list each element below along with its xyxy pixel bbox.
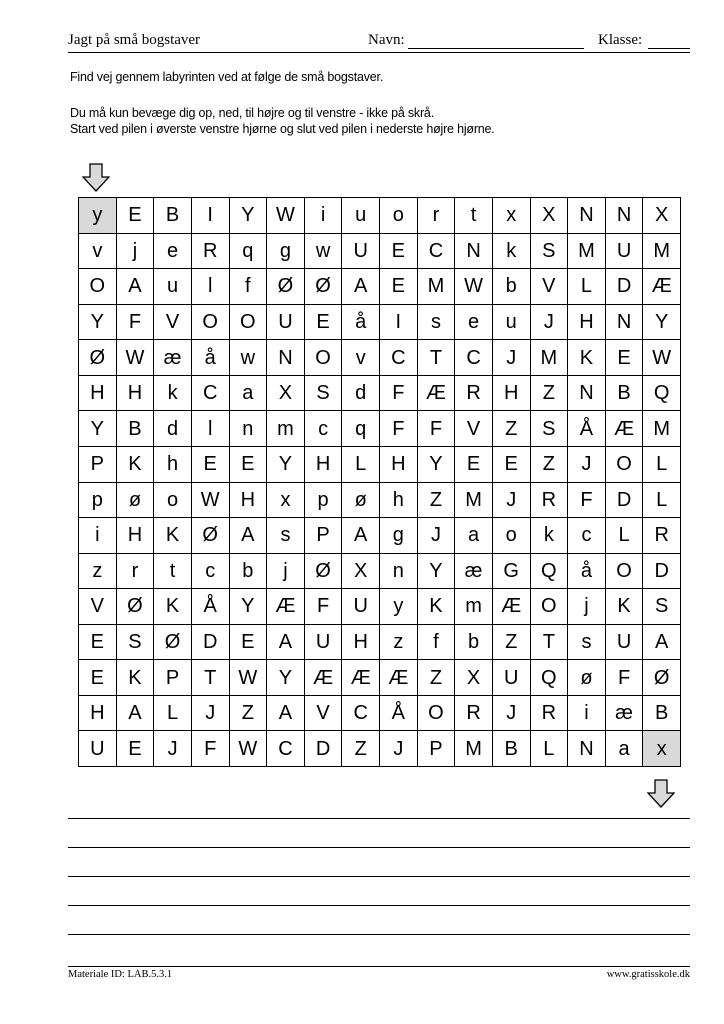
- maze-cell[interactable]: O: [605, 553, 643, 589]
- maze-cell[interactable]: R: [530, 695, 568, 731]
- maze-cell[interactable]: E: [79, 660, 117, 696]
- maze-cell[interactable]: J: [380, 731, 418, 767]
- maze-cell[interactable]: Y: [267, 660, 305, 696]
- maze-cell[interactable]: æ: [154, 340, 192, 376]
- maze-cell[interactable]: K: [154, 518, 192, 554]
- start-down-arrow-icon: [82, 163, 110, 193]
- maze-cell[interactable]: M: [530, 340, 568, 376]
- maze-cell[interactable]: c: [304, 411, 342, 447]
- maze-cell[interactable]: Ø: [643, 660, 681, 696]
- maze-cell[interactable]: X: [267, 375, 305, 411]
- maze-cell[interactable]: Y: [229, 589, 267, 625]
- maze-cell[interactable]: u: [154, 269, 192, 305]
- maze-cell[interactable]: d: [342, 375, 380, 411]
- maze-cell[interactable]: i: [304, 198, 342, 234]
- maze-cell[interactable]: J: [568, 446, 606, 482]
- maze-cell[interactable]: D: [191, 624, 229, 660]
- maze-cell[interactable]: Ø: [267, 269, 305, 305]
- maze-cell[interactable]: A: [342, 269, 380, 305]
- maze-cell[interactable]: Ø: [191, 518, 229, 554]
- maze-cell[interactable]: Q: [530, 660, 568, 696]
- maze-row: [79, 589, 681, 625]
- maze-cell[interactable]: E: [191, 446, 229, 482]
- maze-cell[interactable]: U: [492, 660, 530, 696]
- maze-cell[interactable]: v: [79, 233, 117, 269]
- maze-cell[interactable]: n: [229, 411, 267, 447]
- maze-cell[interactable]: T: [191, 660, 229, 696]
- maze-cell[interactable]: Ø: [154, 624, 192, 660]
- maze-end-cell[interactable]: x: [643, 731, 681, 767]
- maze-row: [79, 446, 681, 482]
- maze-cell[interactable]: R: [191, 233, 229, 269]
- maze-cell[interactable]: H: [229, 482, 267, 518]
- maze-cell[interactable]: Å: [380, 695, 418, 731]
- maze-cell[interactable]: A: [267, 624, 305, 660]
- maze-row: [79, 624, 681, 660]
- maze-row: [79, 269, 681, 305]
- end-down-arrow-icon: [647, 779, 675, 809]
- maze-cell[interactable]: q: [229, 233, 267, 269]
- maze-cell[interactable]: Z: [492, 624, 530, 660]
- page-title: Jagt på små bogstaver: [68, 32, 201, 48]
- maze-cell[interactable]: E: [229, 446, 267, 482]
- maze-cell[interactable]: æ: [605, 695, 643, 731]
- maze-cell[interactable]: R: [643, 518, 681, 554]
- maze-cell[interactable]: O: [191, 304, 229, 340]
- maze-cell[interactable]: L: [342, 446, 380, 482]
- maze-cell[interactable]: H: [116, 375, 154, 411]
- maze-cell[interactable]: f: [417, 624, 455, 660]
- maze-cell[interactable]: O: [79, 269, 117, 305]
- maze-cell[interactable]: l: [191, 269, 229, 305]
- maze-cell[interactable]: Å: [568, 411, 606, 447]
- letter-maze-grid: [78, 197, 681, 767]
- maze-cell[interactable]: F: [417, 411, 455, 447]
- maze-cell[interactable]: K: [116, 446, 154, 482]
- maze-cell[interactable]: Y: [643, 304, 681, 340]
- maze-cell[interactable]: Ø: [79, 340, 117, 376]
- maze-cell[interactable]: E: [380, 233, 418, 269]
- maze-cell[interactable]: A: [643, 624, 681, 660]
- maze-cell[interactable]: H: [492, 375, 530, 411]
- maze-start-cell[interactable]: y: [79, 198, 117, 234]
- maze-cell[interactable]: k: [154, 375, 192, 411]
- maze-cell[interactable]: i: [79, 518, 117, 554]
- maze-cell[interactable]: Æ: [304, 660, 342, 696]
- maze-cell[interactable]: r: [417, 198, 455, 234]
- maze-cell[interactable]: A: [267, 695, 305, 731]
- maze-row: [79, 411, 681, 447]
- maze-row: [79, 482, 681, 518]
- maze-cell[interactable]: f: [229, 269, 267, 305]
- maze-cell[interactable]: å: [342, 304, 380, 340]
- maze-cell[interactable]: E: [116, 198, 154, 234]
- instruction-line: Start ved pilen i øverste venstre hjørne og slut ved pilen i nederste højre hjørne.: [70, 122, 495, 136]
- maze-cell[interactable]: J: [492, 340, 530, 376]
- maze-cell[interactable]: N: [568, 198, 606, 234]
- header-divider: [68, 52, 690, 53]
- maze-cell[interactable]: O: [304, 340, 342, 376]
- maze-cell[interactable]: M: [643, 233, 681, 269]
- maze-cell[interactable]: T: [530, 624, 568, 660]
- maze-cell[interactable]: Y: [229, 198, 267, 234]
- maze-cell[interactable]: E: [304, 304, 342, 340]
- maze-cell[interactable]: a: [605, 731, 643, 767]
- maze-cell[interactable]: O: [605, 446, 643, 482]
- maze-cell[interactable]: j: [116, 233, 154, 269]
- maze-cell[interactable]: P: [79, 446, 117, 482]
- maze-cell[interactable]: F: [191, 731, 229, 767]
- writing-line[interactable]: [68, 818, 690, 819]
- maze-cell[interactable]: L: [605, 518, 643, 554]
- class-field[interactable]: [648, 48, 690, 49]
- maze-cell[interactable]: p: [79, 482, 117, 518]
- maze-cell[interactable]: Z: [229, 695, 267, 731]
- maze-row: [79, 375, 681, 411]
- material-id: Materiale ID: LAB.5.3.1: [68, 969, 173, 980]
- name-field[interactable]: [408, 48, 584, 49]
- maze-cell[interactable]: H: [380, 446, 418, 482]
- maze-cell[interactable]: H: [304, 446, 342, 482]
- maze-cell[interactable]: U: [605, 624, 643, 660]
- maze-cell[interactable]: N: [568, 731, 606, 767]
- maze-cell[interactable]: L: [530, 731, 568, 767]
- maze-cell[interactable]: j: [267, 553, 305, 589]
- class-label: Klasse:: [598, 32, 643, 48]
- maze-cell[interactable]: S: [643, 589, 681, 625]
- maze-cell[interactable]: u: [342, 198, 380, 234]
- maze-cell[interactable]: Ø: [304, 269, 342, 305]
- maze-cell[interactable]: U: [342, 589, 380, 625]
- maze-cell[interactable]: k: [530, 518, 568, 554]
- maze-cell[interactable]: S: [530, 233, 568, 269]
- maze-cell[interactable]: E: [605, 340, 643, 376]
- maze-cell[interactable]: J: [191, 695, 229, 731]
- maze-cell[interactable]: Å: [191, 589, 229, 625]
- footer-divider: [68, 966, 690, 967]
- maze-cell[interactable]: C: [191, 375, 229, 411]
- maze-cell[interactable]: C: [380, 340, 418, 376]
- maze-cell[interactable]: X: [643, 198, 681, 234]
- maze-cell[interactable]: t: [455, 198, 493, 234]
- maze-cell[interactable]: F: [605, 660, 643, 696]
- writing-line[interactable]: [68, 876, 690, 877]
- maze-cell[interactable]: A: [342, 518, 380, 554]
- maze-cell[interactable]: h: [154, 446, 192, 482]
- maze-cell[interactable]: K: [116, 660, 154, 696]
- maze-cell[interactable]: b: [455, 624, 493, 660]
- maze-cell[interactable]: B: [643, 695, 681, 731]
- maze-cell[interactable]: G: [492, 553, 530, 589]
- maze-cell[interactable]: Y: [79, 304, 117, 340]
- maze-cell[interactable]: C: [342, 695, 380, 731]
- maze-cell[interactable]: H: [79, 375, 117, 411]
- maze-cell[interactable]: u: [492, 304, 530, 340]
- maze-cell[interactable]: W: [191, 482, 229, 518]
- maze-cell[interactable]: L: [154, 695, 192, 731]
- maze-cell[interactable]: v: [342, 340, 380, 376]
- maze-row: [79, 198, 681, 234]
- maze-cell[interactable]: F: [380, 411, 418, 447]
- maze-cell[interactable]: V: [154, 304, 192, 340]
- maze-cell[interactable]: U: [605, 233, 643, 269]
- maze-row: [79, 695, 681, 731]
- maze-cell[interactable]: M: [568, 233, 606, 269]
- maze-row: [79, 304, 681, 340]
- maze-cell[interactable]: O: [530, 589, 568, 625]
- maze-cell[interactable]: H: [568, 304, 606, 340]
- maze-cell[interactable]: E: [492, 446, 530, 482]
- maze-cell[interactable]: ø: [342, 482, 380, 518]
- maze-cell[interactable]: U: [79, 731, 117, 767]
- maze-cell[interactable]: U: [267, 304, 305, 340]
- instruction-line: Du må kun bevæge dig op, ned, til højre og til venstre - ikke på skrå.: [70, 106, 434, 120]
- maze-cell[interactable]: W: [116, 340, 154, 376]
- maze-cell[interactable]: F: [304, 589, 342, 625]
- maze-cell[interactable]: N: [267, 340, 305, 376]
- maze-cell[interactable]: E: [229, 624, 267, 660]
- maze-cell[interactable]: J: [530, 304, 568, 340]
- maze-cell[interactable]: F: [568, 482, 606, 518]
- maze-cell[interactable]: A: [229, 518, 267, 554]
- maze-cell[interactable]: Æ: [380, 660, 418, 696]
- maze-cell[interactable]: Ø: [116, 589, 154, 625]
- instruction-line: Find vej gennem labyrinten ved at følge de små bogstaver.: [70, 70, 384, 84]
- maze-cell[interactable]: C: [417, 233, 455, 269]
- maze-cell[interactable]: H: [116, 518, 154, 554]
- maze-cell[interactable]: y: [380, 589, 418, 625]
- maze-cell[interactable]: B: [116, 411, 154, 447]
- website-link[interactable]: www.gratisskole.dk: [606, 969, 690, 980]
- maze-cell[interactable]: å: [191, 340, 229, 376]
- maze-cell[interactable]: M: [643, 411, 681, 447]
- maze-cell[interactable]: g: [267, 233, 305, 269]
- maze-row: [79, 340, 681, 376]
- maze-cell[interactable]: a: [229, 375, 267, 411]
- maze-cell[interactable]: m: [455, 589, 493, 625]
- maze-cell[interactable]: b: [492, 269, 530, 305]
- maze-cell[interactable]: å: [568, 553, 606, 589]
- maze-row: [79, 553, 681, 589]
- maze-cell[interactable]: ø: [568, 660, 606, 696]
- maze-cell[interactable]: H: [79, 695, 117, 731]
- maze-cell[interactable]: J: [154, 731, 192, 767]
- maze-cell[interactable]: Y: [79, 411, 117, 447]
- maze-cell[interactable]: L: [643, 446, 681, 482]
- maze-row: [79, 233, 681, 269]
- maze-cell[interactable]: A: [116, 269, 154, 305]
- maze-cell[interactable]: Q: [643, 375, 681, 411]
- maze-cell[interactable]: Æ: [417, 375, 455, 411]
- maze-cell[interactable]: U: [304, 624, 342, 660]
- maze-cell[interactable]: w: [304, 233, 342, 269]
- maze-cell[interactable]: o: [492, 518, 530, 554]
- maze-cell[interactable]: Z: [417, 660, 455, 696]
- maze-cell[interactable]: M: [417, 269, 455, 305]
- maze-cell[interactable]: C: [455, 340, 493, 376]
- maze-row: [79, 660, 681, 696]
- maze-cell[interactable]: E: [380, 269, 418, 305]
- maze-cell[interactable]: J: [417, 518, 455, 554]
- maze-cell[interactable]: R: [530, 482, 568, 518]
- maze-cell[interactable]: D: [605, 482, 643, 518]
- maze-cell[interactable]: s: [417, 304, 455, 340]
- writing-line[interactable]: [68, 934, 690, 935]
- maze-cell[interactable]: Æ: [643, 269, 681, 305]
- maze-cell[interactable]: E: [455, 446, 493, 482]
- maze-cell[interactable]: J: [492, 695, 530, 731]
- maze-cell[interactable]: P: [154, 660, 192, 696]
- maze-cell[interactable]: c: [568, 518, 606, 554]
- maze-cell[interactable]: K: [605, 589, 643, 625]
- maze-cell[interactable]: Z: [342, 731, 380, 767]
- name-label: Navn:: [368, 32, 405, 48]
- maze-cell[interactable]: B: [492, 731, 530, 767]
- maze-cell[interactable]: Y: [417, 553, 455, 589]
- maze-cell[interactable]: V: [455, 411, 493, 447]
- maze-cell[interactable]: Z: [530, 446, 568, 482]
- maze-cell[interactable]: Z: [492, 411, 530, 447]
- maze-cell[interactable]: c: [191, 553, 229, 589]
- maze-cell[interactable]: z: [79, 553, 117, 589]
- maze-cell[interactable]: R: [455, 695, 493, 731]
- maze-cell[interactable]: o: [154, 482, 192, 518]
- maze-cell[interactable]: i: [568, 695, 606, 731]
- maze-cell[interactable]: P: [304, 518, 342, 554]
- maze-cell[interactable]: Æ: [267, 589, 305, 625]
- maze-cell[interactable]: X: [455, 660, 493, 696]
- maze-cell[interactable]: j: [568, 589, 606, 625]
- maze-cell[interactable]: D: [304, 731, 342, 767]
- maze-cell[interactable]: C: [267, 731, 305, 767]
- maze-cell[interactable]: r: [116, 553, 154, 589]
- maze-cell[interactable]: K: [568, 340, 606, 376]
- maze-cell[interactable]: E: [116, 731, 154, 767]
- maze-cell[interactable]: Q: [530, 553, 568, 589]
- maze-cell[interactable]: M: [455, 731, 493, 767]
- maze-cell[interactable]: S: [116, 624, 154, 660]
- maze-cell[interactable]: z: [380, 624, 418, 660]
- maze-row: [79, 731, 681, 767]
- maze-cell[interactable]: O: [229, 304, 267, 340]
- maze-cell[interactable]: o: [380, 198, 418, 234]
- maze-cell[interactable]: V: [530, 269, 568, 305]
- maze-cell[interactable]: e: [154, 233, 192, 269]
- maze-cell[interactable]: X: [342, 553, 380, 589]
- maze-cell[interactable]: Z: [417, 482, 455, 518]
- maze-cell[interactable]: D: [605, 269, 643, 305]
- maze-cell[interactable]: I: [191, 198, 229, 234]
- maze-cell[interactable]: h: [380, 482, 418, 518]
- maze-cell[interactable]: F: [380, 375, 418, 411]
- maze-cell[interactable]: N: [568, 375, 606, 411]
- maze-cell[interactable]: J: [492, 482, 530, 518]
- maze-cell[interactable]: W: [267, 198, 305, 234]
- maze-cell[interactable]: W: [455, 269, 493, 305]
- maze-cell[interactable]: x: [267, 482, 305, 518]
- maze-cell[interactable]: U: [342, 233, 380, 269]
- maze-cell[interactable]: t: [154, 553, 192, 589]
- maze-cell[interactable]: e: [455, 304, 493, 340]
- maze-cell[interactable]: O: [417, 695, 455, 731]
- maze-cell[interactable]: Æ: [342, 660, 380, 696]
- maze-row: [79, 518, 681, 554]
- maze-cell[interactable]: L: [568, 269, 606, 305]
- maze-cell[interactable]: Z: [530, 375, 568, 411]
- maze-cell[interactable]: V: [304, 695, 342, 731]
- maze-cell[interactable]: K: [154, 589, 192, 625]
- maze-cell[interactable]: K: [417, 589, 455, 625]
- maze-cell[interactable]: T: [417, 340, 455, 376]
- maze-cell[interactable]: N: [605, 198, 643, 234]
- maze-cell[interactable]: X: [530, 198, 568, 234]
- maze-cell[interactable]: g: [380, 518, 418, 554]
- writing-line[interactable]: [68, 905, 690, 906]
- maze-cell[interactable]: p: [304, 482, 342, 518]
- maze-cell[interactable]: b: [229, 553, 267, 589]
- maze-cell[interactable]: Ø: [304, 553, 342, 589]
- maze-cell[interactable]: n: [380, 553, 418, 589]
- maze-cell[interactable]: l: [191, 411, 229, 447]
- maze-cell[interactable]: B: [605, 375, 643, 411]
- maze-cell[interactable]: k: [492, 233, 530, 269]
- maze-cell[interactable]: q: [342, 411, 380, 447]
- maze-cell[interactable]: D: [643, 553, 681, 589]
- worksheet-header: [68, 32, 690, 50]
- maze-cell[interactable]: L: [643, 482, 681, 518]
- maze-cell[interactable]: R: [455, 375, 493, 411]
- maze-cell[interactable]: Æ: [605, 411, 643, 447]
- maze-cell[interactable]: s: [267, 518, 305, 554]
- maze-cell[interactable]: S: [530, 411, 568, 447]
- maze-cell[interactable]: B: [154, 198, 192, 234]
- maze-cell[interactable]: d: [154, 411, 192, 447]
- maze-cell[interactable]: P: [417, 731, 455, 767]
- maze-cell[interactable]: N: [605, 304, 643, 340]
- maze-cell[interactable]: w: [229, 340, 267, 376]
- maze-cell[interactable]: Y: [267, 446, 305, 482]
- maze-cell[interactable]: x: [492, 198, 530, 234]
- maze-cell[interactable]: ø: [116, 482, 154, 518]
- maze-cell[interactable]: N: [455, 233, 493, 269]
- maze-cell[interactable]: m: [267, 411, 305, 447]
- maze-cell[interactable]: æ: [455, 553, 493, 589]
- maze-cell[interactable]: Æ: [492, 589, 530, 625]
- maze-cell[interactable]: A: [116, 695, 154, 731]
- maze-cell[interactable]: a: [455, 518, 493, 554]
- maze-cell[interactable]: W: [643, 340, 681, 376]
- maze-cell[interactable]: W: [229, 660, 267, 696]
- maze-cell[interactable]: S: [304, 375, 342, 411]
- writing-line[interactable]: [68, 847, 690, 848]
- maze-cell[interactable]: Y: [417, 446, 455, 482]
- maze-cell[interactable]: W: [229, 731, 267, 767]
- maze-cell[interactable]: V: [79, 589, 117, 625]
- maze-cell[interactable]: E: [79, 624, 117, 660]
- maze-cell[interactable]: H: [342, 624, 380, 660]
- maze-cell[interactable]: s: [568, 624, 606, 660]
- maze-cell[interactable]: F: [116, 304, 154, 340]
- maze-cell[interactable]: M: [455, 482, 493, 518]
- maze-cell[interactable]: I: [380, 304, 418, 340]
